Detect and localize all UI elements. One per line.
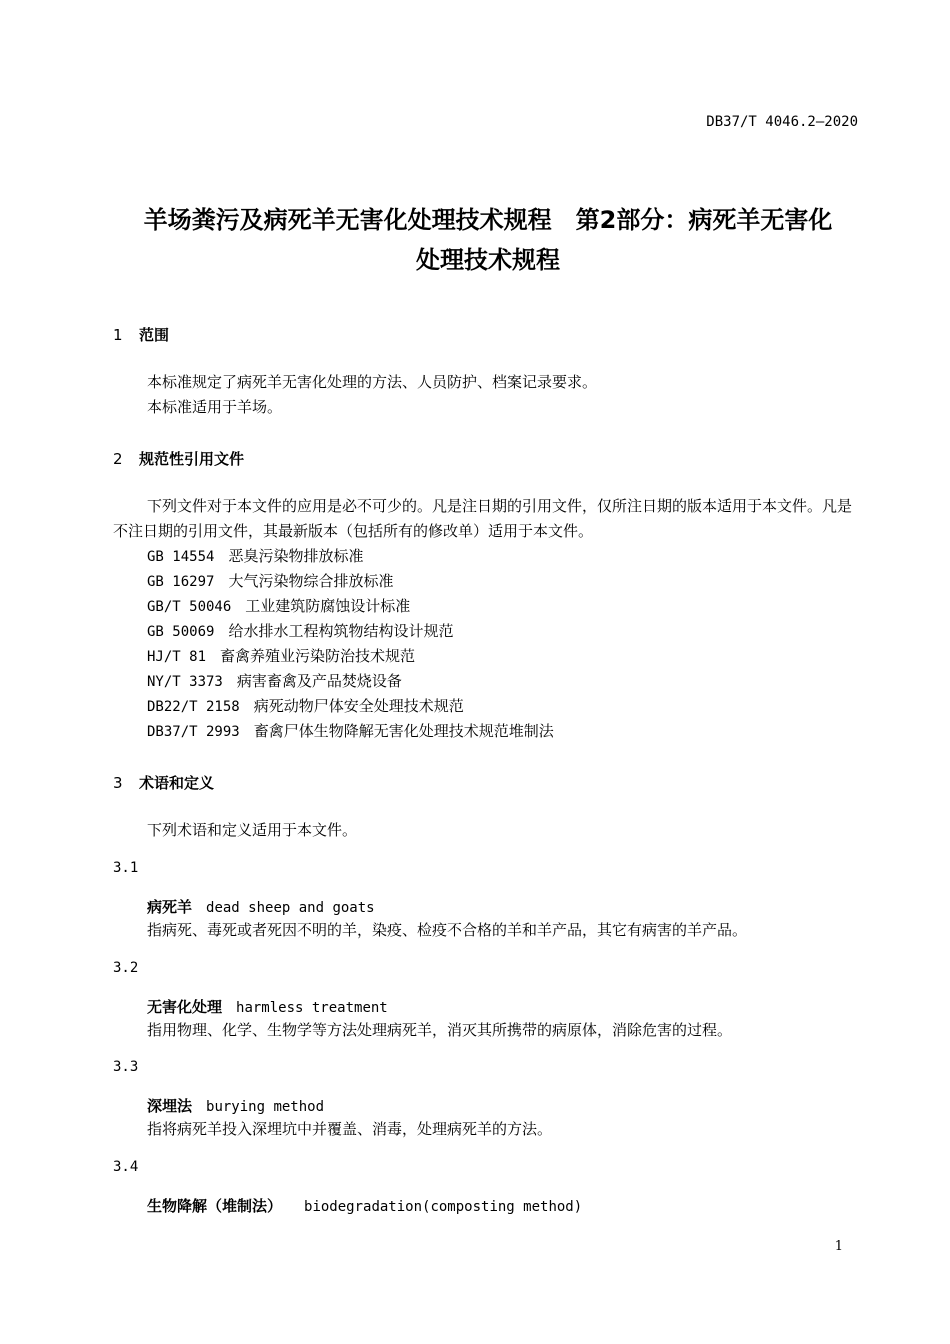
term-heading xyxy=(147,996,388,1017)
reference-code: GB/T 50046 xyxy=(147,599,232,615)
term-number: 3.2 xyxy=(113,960,139,976)
section-number: 3 xyxy=(113,774,123,792)
section-number: 2 xyxy=(113,450,123,468)
term-heading xyxy=(147,1195,582,1216)
terms-intro: 下列术语和定义适用于本文件。 xyxy=(147,821,358,839)
term-number: 3.4 xyxy=(113,1159,139,1175)
term-english: burying method xyxy=(206,1099,325,1115)
term-heading xyxy=(147,896,375,917)
page-number: 1 xyxy=(834,1239,843,1254)
term-english: harmless treatment xyxy=(236,1000,388,1016)
reference-code: GB 16297 xyxy=(147,574,215,590)
document-title xyxy=(60,200,916,280)
document-code: DB37/T 4046.2—2020 xyxy=(706,114,858,130)
normative-references-intro: 下列文件对于本文件的应用是必不可少的。凡是注日期的引用文件，仅所注日期的版本适用于本文件。凡是不注日期的引用文件，其最新版本（包括所有的修改单）适用于本文件。 xyxy=(113,497,853,540)
reference-code: NY/T 3373 xyxy=(147,674,223,690)
reference-title: 给水排水工程构筑物结构设计规范 xyxy=(228,622,454,640)
reference-item xyxy=(147,594,410,620)
reference-title: 病害畜禽及产品焚烧设备 xyxy=(236,672,402,690)
section-title: 术语和定义 xyxy=(139,774,215,792)
reference-item xyxy=(147,644,415,670)
section-title: 规范性引用文件 xyxy=(139,450,245,468)
reference-title: 大气污染物综合排放标准 xyxy=(228,572,394,590)
scope-paragraph-2: 本标准适用于羊场。 xyxy=(147,398,283,416)
section-2-heading xyxy=(113,448,244,469)
term-chinese: 无害化处理 xyxy=(147,998,223,1016)
term-chinese: 生物降解（堆制法） xyxy=(147,1197,283,1215)
reference-item xyxy=(147,694,464,720)
term-number: 3.1 xyxy=(113,860,139,876)
reference-title: 畜禽尸体生物降解无害化处理技术规范堆制法 xyxy=(253,722,554,740)
term-definition: 指将病死羊投入深埋坑中并覆盖、消毒，处理病死羊的方法。 xyxy=(147,1120,553,1138)
reference-item xyxy=(147,544,363,570)
section-3-heading xyxy=(113,772,214,793)
reference-title: 畜禽养殖业污染防治技术规范 xyxy=(220,647,416,665)
scope-paragraph-1: 本标准规定了病死羊无害化处理的方法、人员防护、档案记录要求。 xyxy=(147,373,598,391)
section-1-heading xyxy=(113,324,169,345)
reference-code: DB37/T 2993 xyxy=(147,724,240,740)
section-number: 1 xyxy=(113,326,123,344)
term-english: dead sheep and goats xyxy=(206,900,375,916)
reference-code: GB 50069 xyxy=(147,624,215,640)
term-chinese: 深埋法 xyxy=(147,1097,193,1115)
title-line-1: 羊场粪污及病死羊无害化处理技术规程 第2部分：病死羊无害化 xyxy=(143,206,833,234)
title-line-2: 处理技术规程 xyxy=(416,246,560,274)
term-chinese: 病死羊 xyxy=(147,898,193,916)
reference-item xyxy=(147,569,393,595)
term-number: 3.3 xyxy=(113,1059,139,1075)
reference-item xyxy=(147,719,554,745)
reference-item xyxy=(147,669,402,695)
reference-code: DB22/T 2158 xyxy=(147,699,240,715)
reference-title: 工业建筑防腐蚀设计标准 xyxy=(245,597,411,615)
reference-code: HJ/T 81 xyxy=(147,649,207,665)
term-heading xyxy=(147,1095,324,1116)
reference-title: 恶臭污染物排放标准 xyxy=(228,547,364,565)
reference-code: GB 14554 xyxy=(147,549,215,565)
reference-item xyxy=(147,619,453,645)
term-definition: 指用物理、化学、生物学等方法处理病死羊，消灭其所携带的病原体，消除危害的过程。 xyxy=(147,1021,733,1039)
reference-title: 病死动物尸体安全处理技术规范 xyxy=(253,697,464,715)
section-title: 范围 xyxy=(139,326,170,344)
term-english: biodegradation(composting method) xyxy=(304,1199,583,1215)
term-definition: 指病死、毒死或者死因不明的羊，染疫、检疫不合格的羊和羊产品，其它有病害的羊产品。 xyxy=(147,921,748,939)
